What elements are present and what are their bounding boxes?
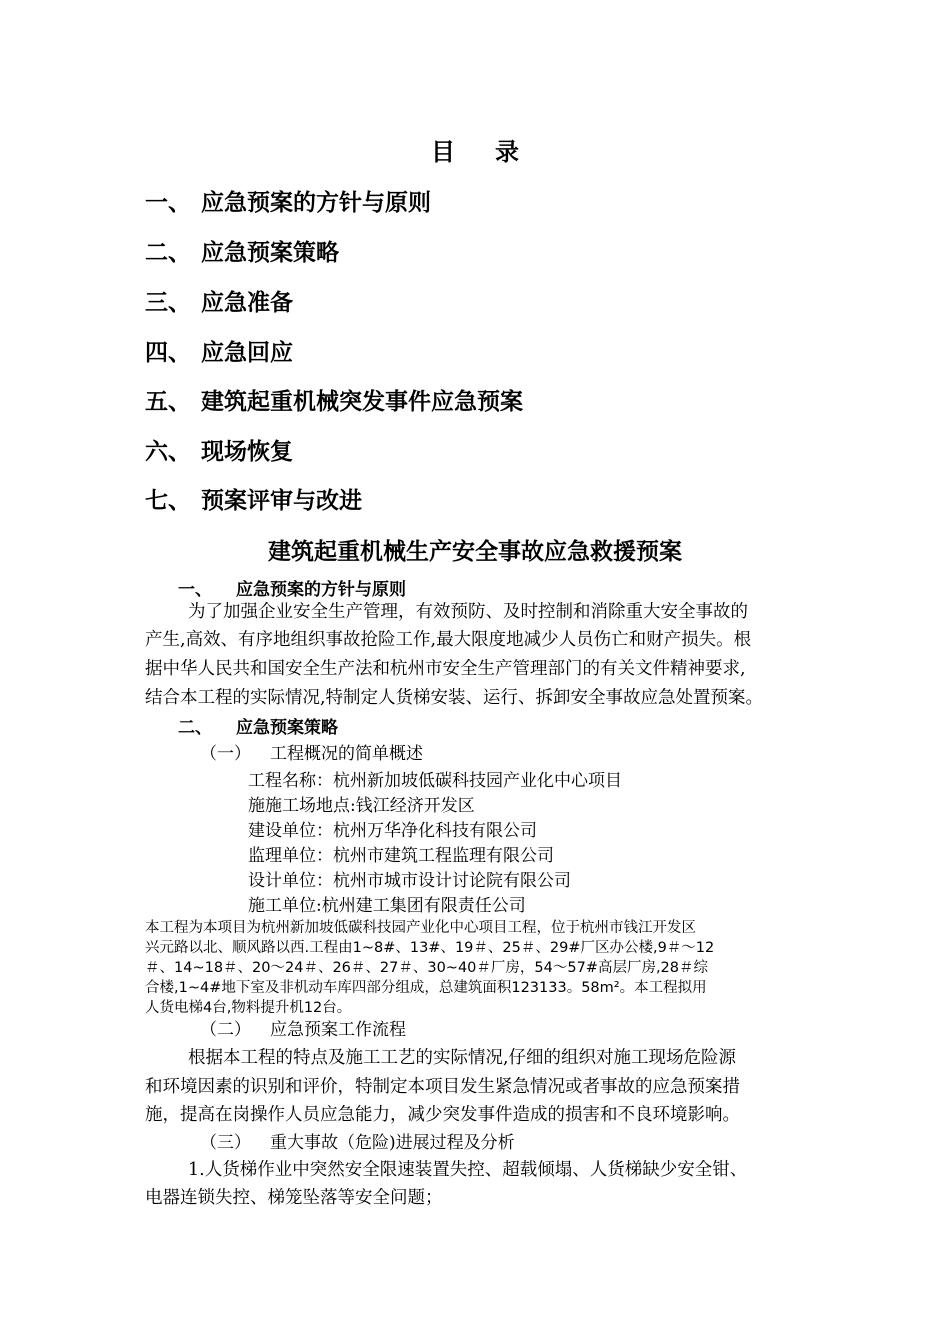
paragraph-line: 1.人货梯作业中突然安全限速装置失控、超载倾塌、人货梯缺少安全钳、 (188, 1160, 748, 1180)
toc-item-label: 应急准备 (201, 290, 293, 316)
toc-item-label: 现场恢复 (201, 439, 293, 465)
subsection-heading (200, 1015, 406, 1040)
paragraph-line: 结合本工程的实际情况,特制定人货梯安装、运行、拆卸安全事故应急处置预案。 (145, 688, 764, 708)
toc-item[interactable] (145, 334, 293, 367)
section-title: 应急预案策略 (236, 718, 338, 738)
toc-item[interactable] (145, 482, 362, 515)
project-info-line: 监理单位：杭州市建筑工程监理有限公司 (248, 846, 554, 866)
toc-item[interactable] (145, 184, 431, 217)
toc-item-label: 应急回应 (201, 340, 293, 366)
toc-item[interactable] (145, 284, 293, 317)
project-info-line: 工程名称：杭州新加坡低碳科技园产业化中心项目 (248, 771, 622, 791)
toc-item-number: 三、 (145, 290, 191, 316)
overview-line: 合楼,1~4#地下室及非机动车库四部分组成，总建筑面积123133。58m²。本工程拟用 (145, 980, 707, 996)
paragraph-line: 和环境因素的识别和评价，特制定本项目发生紧急情况或者事故的应急预案措 (145, 1077, 740, 1097)
toc-title-right: 录 (495, 138, 519, 166)
subsection-heading (200, 739, 423, 764)
paragraph-line: 为了加强企业安全生产管理，有效预防、及时控制和消除重大安全事故的 (188, 602, 748, 622)
paragraph-line: 根据本工程的特点及施工工艺的实际情况,仔细的组织对施工现场危险源 (188, 1048, 737, 1068)
paragraph-line: 据中华人民共和国安全生产法和杭州市安全生产管理部门的有关文件精神要求, (145, 659, 746, 679)
toc-title (0, 132, 950, 167)
section-heading (178, 575, 406, 600)
toc-title-left: 目 (431, 138, 455, 166)
toc-item-number: 四、 (145, 340, 191, 366)
project-info-line: 设计单位：杭州市城市设计讨论院有限公司 (248, 871, 571, 891)
toc-item-number: 五、 (145, 389, 191, 415)
section-title: 应急预案的方针与原则 (236, 580, 406, 600)
subsection-number: （三） (200, 1133, 251, 1153)
subsection-heading (200, 1128, 515, 1153)
section-number: 一、 (178, 580, 212, 600)
toc-item[interactable] (145, 234, 339, 267)
toc-item[interactable] (145, 383, 523, 416)
overview-line: 兴元路以北、顺风路以西.工程由1~8#、13#、19＃、25＃、29#厂区办公楼,9＃～12 (145, 940, 715, 956)
subsection-title: 应急预案工作流程 (270, 1020, 406, 1040)
subsection-title: 重大事故（危险)进展过程及分析 (270, 1133, 515, 1153)
subsection-number: （二） (200, 1020, 251, 1040)
toc-item-label: 预案评审与改进 (201, 488, 362, 514)
toc-item-number: 七、 (145, 488, 191, 514)
section-heading (178, 713, 338, 738)
section-number: 二、 (178, 718, 212, 738)
toc-item-label: 建筑起重机械突发事件应急预案 (201, 389, 523, 415)
paragraph-line: 电器连锁失控、梯笼坠落等安全问题； (145, 1188, 443, 1208)
toc-item[interactable] (145, 433, 293, 466)
project-info-line: 建设单位：杭州万华净化科技有限公司 (248, 821, 537, 841)
paragraph-line: 产生,高效、有序地组织事故抢险工作,最大限度地减少人员伤亡和财产损失。根 (145, 630, 752, 650)
subsection-number: （一） (200, 744, 251, 764)
toc-item-number: 六、 (145, 439, 191, 465)
toc-item-label: 应急预案的方针与原则 (201, 190, 431, 216)
document-title: 建筑起重机械生产安全事故应急救援预案 (268, 539, 682, 565)
toc-item-number: 一、 (145, 190, 191, 216)
subsection-title: 工程概况的简单概述 (270, 744, 423, 764)
project-info-line: 施工单位:杭州建工集团有限责任公司 (248, 896, 526, 916)
toc-item-label: 应急预案策略 (201, 240, 339, 266)
project-info-line: 施施工场地点:钱江经济开发区 (248, 796, 475, 816)
paragraph-line: 施，提高在岗操作人员应急能力，减少突发事件造成的损害和不良环境影响。 (145, 1105, 740, 1125)
overview-line: 本工程为本项目为杭州新加坡低碳科技园产业化中心项目工程，位于杭州市钱江开发区 (145, 920, 696, 936)
toc-item-number: 二、 (145, 240, 191, 266)
overview-line: 人货电梯4台,物料提升机12台。 (145, 1000, 352, 1016)
overview-line: ＃、14~18＃、20～24＃、26＃、27＃、30~40＃厂房，54～57#高层厂房,28＃综 (145, 960, 709, 976)
